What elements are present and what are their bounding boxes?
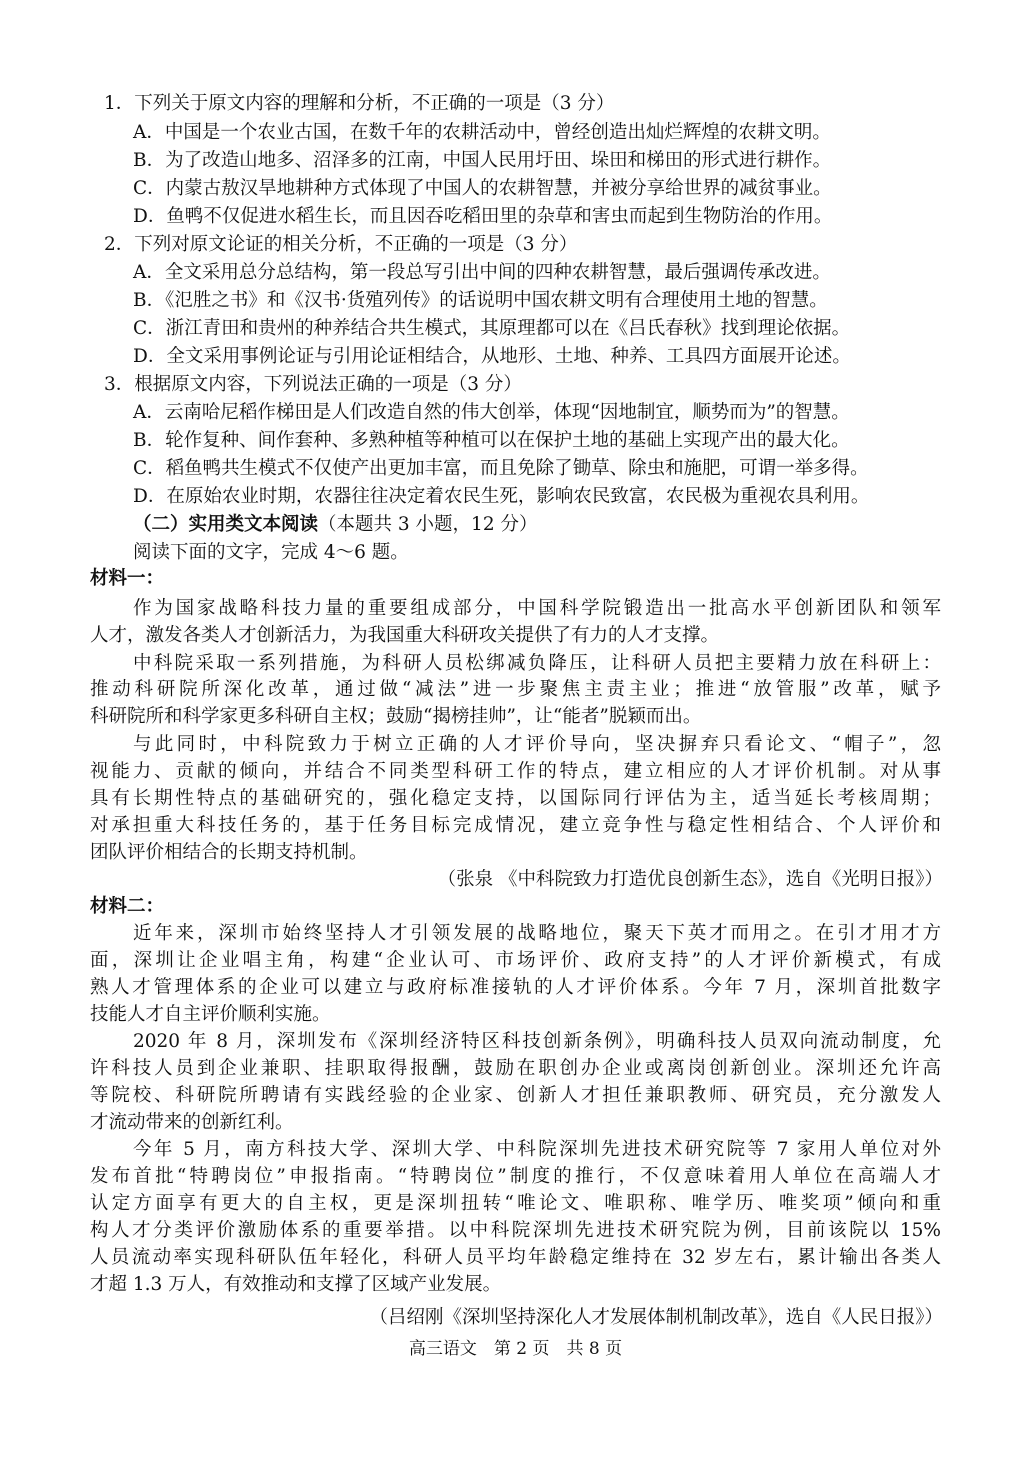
material-1-line: 视能力、贡献的倾向，并结合不同类型科研工作的特点，建立相应的人才评价机制。对从事 [90, 761, 941, 782]
material-1-line: 对承担重大科技任务的，基于任务目标完成情况，建立竞争性与稳定性相结合、个人评价和 [90, 815, 941, 836]
question-3-option-c: C．稻鱼鸭共生模式不仅使产出更加丰富，而且免除了锄草、除虫和施肥，可谓一举多得。 [133, 458, 869, 479]
material-1-line: 人才，激发各类人才创新活力，为我国重大科研攻关提供了有力的人才支撑。 [90, 625, 720, 646]
material-2-label: 材料二： [90, 896, 165, 917]
question-1-option-d: D．鱼鸭不仅促进水稻生长，而且因吞吃稻田里的杂草和害虫而起到生物防治的作用。 [133, 206, 833, 227]
question-1-stem: 1．下列关于原文内容的理解和分析，不正确的一项是（3 分） [104, 93, 615, 114]
material-2-line: 近年来，深圳市始终坚持人才引领发展的战略地位，聚天下英才而用之。在引才用才方 [133, 923, 941, 944]
material-2-line: 今年 5 月，南方科技大学、深圳大学、中科院深圳先进技术研究院等 7 家用人单位对外 [133, 1139, 941, 1160]
material-2-source: （吕绍刚《深圳坚持深化人才发展体制机制改革》，选自《人民日报》） [369, 1307, 943, 1328]
material-1-line: 推动科研院所深化改革，通过做“减法”进一步聚焦主责主业；推进“放管服”改革，赋予 [90, 679, 941, 700]
question-3-option-a: A．云南哈尼稻作梯田是人们改造自然的伟大创举，体现“因地制宜，顺势而为”的智慧。 [133, 402, 850, 423]
material-2-line: 人员流动率实现科研队伍年轻化，科研人员平均年龄稳定维持在 32 岁左右，累计输出各类人 [90, 1247, 941, 1268]
material-1-source: （张泉 《中科院致力打造优良创新生态》，选自《光明日报》） [437, 869, 943, 890]
material-2-line: 才流动带来的创新红利。 [90, 1112, 294, 1133]
material-2-line: 等院校、科研院所聘请有实践经验的企业家、创新人才担任兼职教师、研究员，充分激发人 [90, 1085, 941, 1106]
question-2-stem: 2．下列对原文论证的相关分析，不正确的一项是（3 分） [104, 234, 578, 255]
section-title: （二）实用类文本阅读 [133, 514, 319, 535]
material-2-line: 2020 年 8 月，深圳发布《深圳经济特区科技创新条例》，明确科技人员双向流动制度，允 [133, 1031, 941, 1052]
material-2-line: 熟人才管理体系的企业可以建立与政府标准接轨的人才评价体系。今年 7 月，深圳首批数字 [90, 977, 941, 998]
material-1-line: 团队评价相结合的长期支持机制。 [90, 842, 368, 863]
question-1-option-c: C．内蒙古敖汉旱地耕种方式体现了中国人的农耕智慧，并被分享给世界的减贫事业。 [133, 178, 832, 199]
question-3-stem: 3．根据原文内容，下列说法正确的一项是（3 分） [104, 374, 522, 395]
material-2-line: 面，深圳让企业唱主角，构建“企业认可、市场评价、政府支持”的人才评价新模式，有成 [90, 950, 941, 971]
material-2-line: 认定方面享有更大的自主权，更是深圳扭转“唯论文、唯职称、唯学历、唯奖项”倾向和重 [90, 1193, 941, 1214]
material-1-line: 作为国家战略科技力量的重要组成部分，中国科学院锻造出一批高水平创新团队和领军 [133, 598, 941, 619]
material-1-line: 与此同时，中科院致力于树立正确的人才评价导向，坚决摒弃只看论文、“帽子”，忽 [133, 734, 941, 755]
question-3-option-b: B．轮作复种、间作套种、多熟种植等种植可以在保护土地的基础上实现产出的最大化。 [133, 430, 850, 451]
material-2-line: 才超 1.3 万人，有效推动和支撑了区域产业发展。 [90, 1274, 502, 1295]
material-1-line: 具有长期性特点的基础研究的，强化稳定支持，以国际同行评估为主，适当延长考核周期； [90, 788, 941, 809]
question-1-option-a: A．中国是一个农业古国，在数千年的农耕活动中，曾经创造出灿烂辉煌的农耕文明。 [133, 122, 831, 143]
section-heading [133, 512, 537, 538]
material-2-line: 发布首批“特聘岗位”申报指南。“特聘岗位”制度的推行，不仅意味着用人单位在高端人才 [90, 1166, 941, 1187]
material-2-line: 许科技人员到企业兼职、挂职取得报酬，鼓励在职创办企业或离岗创新创业。深圳还允许高 [90, 1058, 941, 1079]
question-3-option-d: D．在原始农业时期，农器往往决定着农民生死，影响农民致富，农民极为重视农具利用。 [133, 486, 870, 507]
question-1-option-b: B．为了改造山地多、沼泽多的江南，中国人民用圩田、垛田和梯田的形式进行耕作。 [133, 150, 832, 171]
material-2-line: 技能人才自主评价顺利实施。 [90, 1004, 331, 1025]
question-2-option-c: C．浙江青田和贵州的种养结合共生模式，其原理都可以在《吕氏春秋》找到理论依据。 [133, 318, 851, 339]
material-2-line: 构人才分类评价激励体系的重要举措。以中科院深圳先进技术研究院为例，目前该院以 15% [90, 1220, 941, 1241]
material-1-label: 材料一： [90, 568, 165, 589]
question-2-option-a: A．全文采用总分总结构，第一段总写引出中间的四种农耕智慧，最后强调传承改进。 [133, 262, 831, 283]
section-note: （本题共 3 小题，12 分） [318, 514, 538, 535]
question-2-option-d: D．全文采用事例论证与引用论证相结合，从地形、土地、种养、工具四方面展开论述。 [133, 346, 851, 367]
page-footer: 高三语文 第 2 页 共 8 页 [408, 1339, 623, 1359]
material-1-line: 中科院采取一系列措施，为科研人员松绑减负降压，让科研人员把主要精力放在科研上： [133, 653, 941, 674]
material-1-line: 科研院所和科学家更多科研自主权；鼓励“揭榜挂帅”，让“能者”脱颖而出。 [90, 706, 702, 727]
section-instruction: 阅读下面的文字，完成 4～6 题。 [133, 542, 409, 563]
question-2-option-b: B．《氾胜之书》和《汉书·货殖列传》的话说明中国农耕文明有合理使用土地的智慧。 [133, 290, 828, 311]
